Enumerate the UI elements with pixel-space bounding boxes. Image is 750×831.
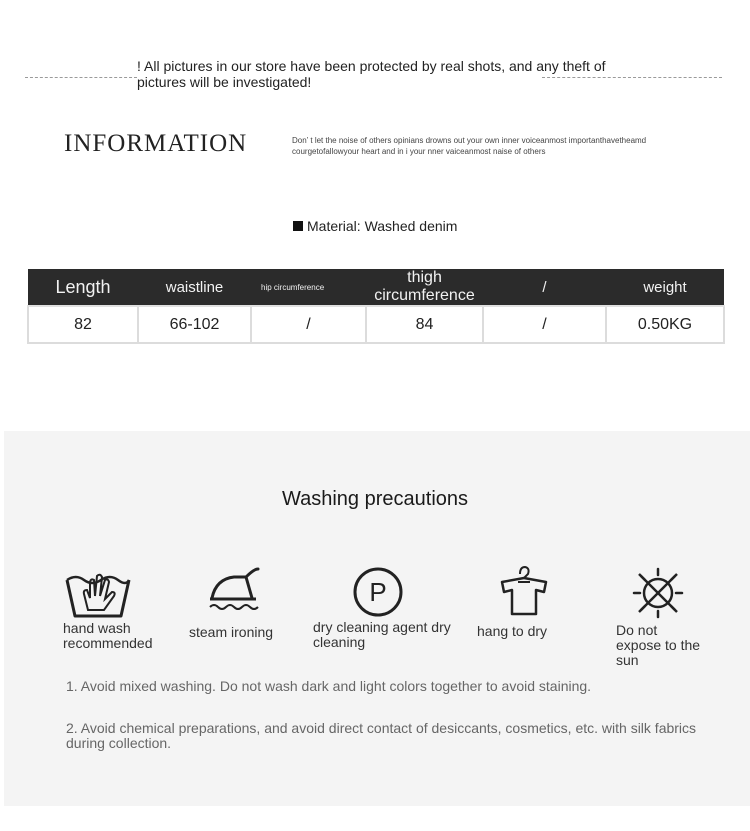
information-quote: Don’ t let the noise of others opinians drowns out your own inner voiceanmost importanthavetheamd courgetofallowyour heart and in i your nner vaiceanmost naise of others bbox=[292, 136, 647, 156]
steam-iron-label: steam ironing bbox=[189, 624, 274, 640]
size-table bbox=[27, 269, 725, 344]
hang-dry-icon bbox=[498, 564, 550, 618]
washing-title: Washing precautions bbox=[281, 488, 469, 510]
information-title: INFORMATION bbox=[64, 130, 248, 157]
divider-left bbox=[25, 77, 137, 78]
svg-text:P: P bbox=[369, 577, 387, 607]
header-weight: weight bbox=[606, 269, 724, 306]
header-slash: / bbox=[483, 269, 606, 306]
hang-dry-label: hang to dry bbox=[477, 623, 548, 639]
cell-thigh: 84 bbox=[366, 306, 483, 343]
header-hip: hip circumference bbox=[251, 269, 366, 306]
cell-slash: / bbox=[483, 306, 606, 343]
header-waistline: waistline bbox=[138, 269, 251, 306]
dry-clean-icon bbox=[351, 565, 405, 619]
material-line bbox=[293, 218, 457, 234]
hand-wash-label: hand wash recommended bbox=[63, 620, 153, 651]
header-length: Length bbox=[28, 269, 138, 306]
copyright-notice: ! All pictures in our store have been protected by real shots, and any theft of pictures will be investigated! bbox=[137, 58, 606, 90]
cell-hip: / bbox=[251, 306, 366, 343]
bullet-square-icon bbox=[293, 221, 303, 231]
washing-note-1: 1. Avoid mixed washing. Do not wash dark and light colors together to avoid staining. bbox=[66, 678, 592, 694]
no-sun-label: Do not expose to the sun bbox=[616, 622, 701, 668]
dry-clean-label: dry cleaning agent dry cleaning bbox=[313, 619, 451, 650]
header-thigh: thigh circumference bbox=[366, 269, 483, 306]
hand-wash-icon bbox=[64, 566, 132, 622]
washing-note-2: 2. Avoid chemical preparations, and avoid direct contact of desiccants, cosmetics, etc. with silk fabrics during collection. bbox=[66, 720, 697, 751]
cell-length: 82 bbox=[28, 306, 138, 343]
size-table-header bbox=[28, 269, 724, 306]
table-row bbox=[28, 306, 724, 343]
cell-waistline: 66-102 bbox=[138, 306, 251, 343]
cell-weight: 0.50KG bbox=[606, 306, 724, 343]
no-sun-icon bbox=[631, 566, 685, 620]
steam-iron-icon bbox=[206, 565, 266, 617]
material-text: Material: Washed denim bbox=[307, 218, 458, 234]
